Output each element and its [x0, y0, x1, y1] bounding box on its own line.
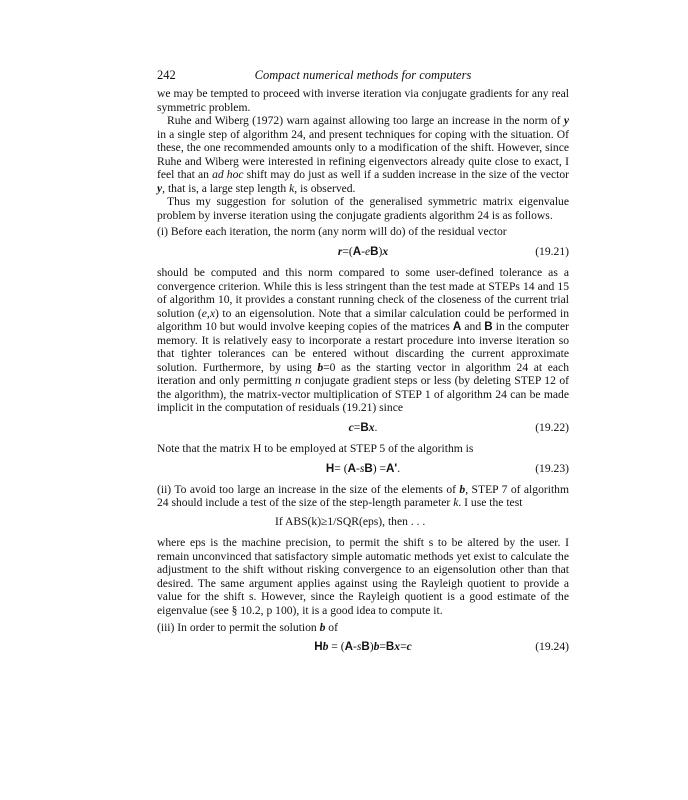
item-iii: (iii) In order to permit the solution b of: [157, 620, 338, 634]
equation-number: (19.23): [535, 461, 569, 475]
item-ii: (ii) To avoid too large an increase in the size of the elements of b, STEP 7 of algorithm 24 should include a test of the size of the step-length parameter k. I use the test: [157, 482, 569, 510]
item-i-heading: (i) Before each iteration, the norm (any norm will do) of the residual vector: [157, 225, 507, 239]
paragraph-matrix-h: Note that the matrix H to be employed at STEP 5 of the algorithm is: [157, 442, 474, 456]
page-number: 242: [157, 68, 176, 82]
paragraph-ruhe-wiberg: Ruhe and Wiberg (1972) warn against allowing too large an increase in the norm of y in a single step of algorithm 24, and present techniques for coping with the situation. Of these, the one recommended amounts only to a modification of the shift. However, since Ruhe and Wiberg were interested in refining eigenvectors already quite close to exact, I feel that an ad hoc shift may do just as well if a sudden increase in the size of the vector y, that is, a large step length k, is observed.: [157, 114, 569, 195]
equation-expression: H= (A-sB) =A'.: [325, 461, 401, 475]
running-title: Compact numerical methods for computers: [254, 68, 472, 82]
equation-expression: c=Bx.: [348, 421, 378, 435]
equation-expression: r=(A-eB)x: [337, 245, 389, 259]
code-test-line: If ABS(k)≥1/SQR(eps), then . . .: [275, 514, 426, 528]
paragraph-continuation: we may be tempted to proceed with inverse iteration via conjugate gradients for any real symmetric problem.: [157, 87, 569, 114]
equation-19-24: [157, 640, 569, 654]
page-header: [157, 68, 569, 86]
equation-expression: Hb = (A-sB)b=Bx=c: [314, 640, 412, 654]
paragraph-suggestion: Thus my suggestion for solution of the generalised symmetric matrix eigenvalue problem by inverse iteration using the conjugate gradients algorithm 24 is as follows.: [157, 195, 569, 222]
equation-number: (19.24): [535, 640, 569, 654]
paragraph-residual-norm: should be computed and this norm compared to some user-defined tolerance as a convergence criterion. While this is less stringent than the test made at STEPs 14 and 15 of algorithm 10, it provides a constant running check of the closeness of the current trial solution (e,x) to an eigensolution. Note that a similar calculation could be performed in algorithm 10 but would involve keeping copies of the matrices A and B in the computer memory. It is relatively easy to incorporate a restart procedure into inverse iteration so that tighter tolerances can be entered without discarding the current approximate solution. Furthermore, by using b=0 as the starting vector in algorithm 24 at each iteration and only permitting n conjugate gradient steps or less (by deleting STEP 12 of the algorithm), the matrix-vector multiplication of STEP 1 of algorithm 24 can be made implicit in the computation of residuals (19.21) since: [157, 266, 569, 415]
equation-19-22: [157, 421, 569, 435]
equation-number: (19.21): [535, 245, 569, 259]
equation-number: (19.22): [535, 421, 569, 435]
equation-19-21: [157, 245, 569, 259]
paragraph-machine-precision: where eps is the machine precision, to permit the shift s to be altered by the user. I remain unconvinced that satisfactory simple automatic methods yet exist to calculate the adjustment to the shift without risking convergence to an eigensolution other than that desired. The same argument applies against using the Rayleigh quotient to provide a value for the shift s. However, since the Rayleigh quotient is a good estimate of the eigenvalue (see § 10.2, p 100), it is a good idea to compute it.: [157, 536, 569, 617]
body-text: [157, 87, 569, 661]
equation-19-23: [157, 462, 569, 476]
